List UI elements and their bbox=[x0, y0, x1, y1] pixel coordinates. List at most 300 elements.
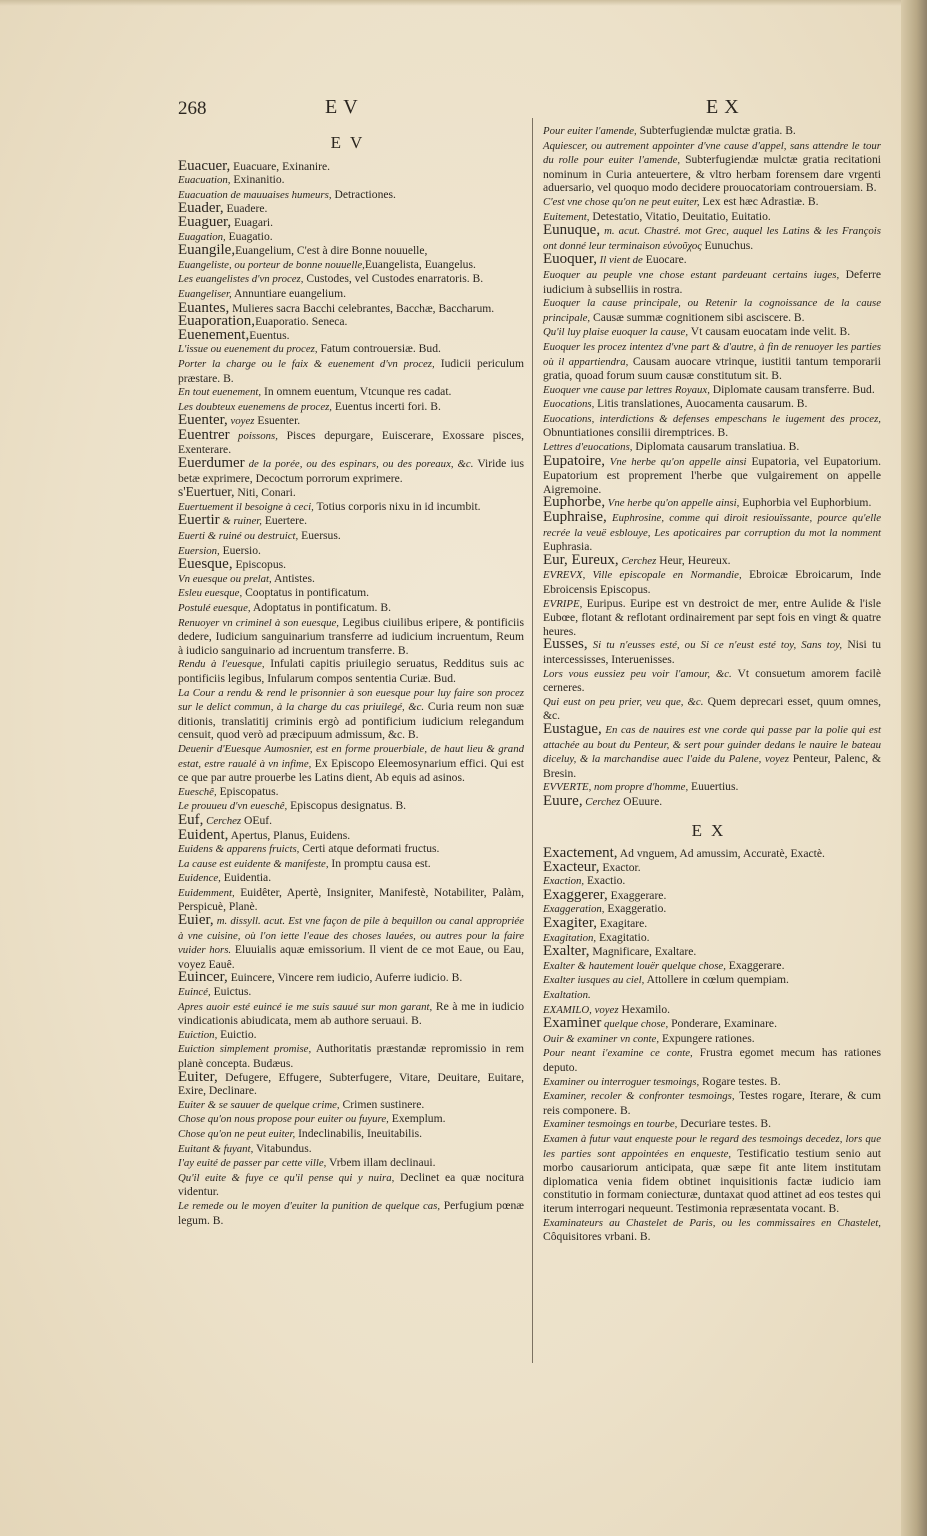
entry-latin: Totius corporis nixu in id incumbit. bbox=[313, 499, 481, 513]
entry-gloss: Euidence, bbox=[178, 872, 221, 885]
entry-gloss: Esleu euesque, bbox=[178, 587, 243, 600]
dictionary-entry bbox=[178, 400, 524, 415]
entry-head: Euader, bbox=[178, 200, 224, 217]
entry-gloss: Deuenir d'Euesque Aumosnier, est en forme prouerbiale, de haut lieu & grand estat, estre raualé à vn infime, bbox=[178, 742, 524, 770]
dictionary-entry bbox=[543, 296, 881, 325]
dictionary-entry bbox=[178, 616, 524, 658]
page-number: 268 bbox=[178, 98, 207, 119]
entry-gloss: Aquiescer, ou autrement appointer d'vne cause d'appel, sans attendre le tour du rolle pour euiter l'amende, bbox=[543, 139, 881, 167]
dictionary-entry bbox=[543, 511, 881, 554]
entry-gloss: Euiction simplement promise, bbox=[178, 1043, 312, 1056]
entry-latin: Deferre iudicium à subselliis in rostra. bbox=[543, 267, 882, 296]
entry-latin: Declinet ea quæ nocitura videntur. bbox=[178, 1170, 524, 1199]
entry-latin: Diplomate causam transferre. Bud. bbox=[709, 382, 875, 396]
entry-gloss: Vn euesque ou prelat, bbox=[178, 572, 272, 585]
entry-latin: Euersus. bbox=[298, 529, 341, 543]
dictionary-entry bbox=[178, 1068, 524, 1098]
entry-gloss: Euagation, bbox=[178, 230, 226, 243]
entry-head: Euaporation, bbox=[178, 313, 256, 330]
dictionary-entry bbox=[178, 1156, 524, 1171]
entry-latin: Lex est hæc Adrastiæ. B. bbox=[699, 194, 819, 208]
entry-gloss: Exaction, bbox=[543, 875, 585, 888]
entry-latin: Euidentia. bbox=[220, 871, 272, 885]
right-entry-list bbox=[543, 124, 881, 810]
dictionary-entry bbox=[543, 1089, 881, 1117]
entry-gloss: Vne herbe qu'on appelle ainsi bbox=[605, 455, 747, 468]
entry-gloss: Exalter & hautement louër quelque chose, bbox=[543, 959, 726, 972]
entry-head: Euphraise, bbox=[543, 509, 607, 526]
ex-entry-list bbox=[543, 847, 881, 1244]
entry-latin: Ex Episcopo Eleemosynarium effici. Qui est ce que par autre prouerbe les Latins dient, Ab equis ad asinos. bbox=[178, 756, 525, 785]
entry-latin: Rogare testes. B. bbox=[699, 1074, 781, 1088]
entry-latin: Niti, Conari. bbox=[234, 486, 296, 500]
dictionary-entry bbox=[178, 287, 524, 302]
entry-latin: Re à me in iudicio vindicationis abiudicata, mem ab authore seruaui. B. bbox=[178, 999, 524, 1028]
entry-head: Euoquer, bbox=[543, 251, 597, 268]
entry-latin: Euphorbia vel Euphorbium. bbox=[739, 496, 872, 510]
entry-latin: Certi atque deformati fructus. bbox=[299, 842, 440, 856]
dictionary-entry bbox=[178, 342, 524, 357]
entry-gloss: Cerchez bbox=[203, 814, 242, 827]
entry-gloss: poissons, bbox=[229, 429, 278, 442]
entry-head: Exagiter, bbox=[543, 915, 597, 932]
dictionary-entry bbox=[178, 514, 524, 529]
dictionary-entry bbox=[543, 452, 881, 497]
dictionary-entry bbox=[543, 568, 881, 596]
entry-gloss: EXAMILO, voyez bbox=[543, 1003, 619, 1016]
dictionary-entry bbox=[543, 1117, 881, 1132]
entry-head: Exaggerer, bbox=[543, 886, 608, 903]
entry-gloss: EVVERTE, nom propre d'homme, bbox=[543, 781, 689, 794]
entry-latin: Causæ summæ cognitionem sibi asciscere. B. bbox=[590, 310, 805, 324]
entry-gloss: L'issue ou euenement du procez, bbox=[178, 343, 318, 356]
entry-gloss: & ruiner, bbox=[219, 515, 262, 528]
entry-gloss: Euersion, bbox=[178, 544, 220, 557]
entry-gloss: Euidemment, bbox=[178, 886, 235, 899]
dictionary-entry bbox=[543, 1216, 881, 1244]
dictionary-entry bbox=[178, 1142, 524, 1157]
entry-latin: Exaggerare. bbox=[725, 958, 785, 972]
dictionary-entry bbox=[178, 826, 524, 843]
entry-latin: Viride ius betæ exprimere, Decoctum porrorum exprimere. bbox=[178, 457, 524, 485]
entry-head: Eunuque, bbox=[543, 222, 601, 239]
entry-gloss: Euoquer au peuple vne chose estant pardeuant certains iuges, bbox=[543, 268, 840, 281]
dictionary-entry bbox=[178, 173, 524, 188]
dictionary-entry bbox=[178, 157, 524, 174]
entry-head: Euacuer, bbox=[178, 157, 231, 174]
entry-latin: In omnem euentum, Vtcunque res cadat. bbox=[261, 385, 452, 399]
dictionary-entry bbox=[178, 1199, 524, 1227]
dictionary-entry bbox=[178, 886, 524, 914]
dictionary-entry bbox=[543, 1017, 881, 1032]
entry-latin: Infulati capitis priuilegio seruatus, Redditus suis ac pontificiis legibus, Infularum compos sententia Curiæ. Bud. bbox=[178, 657, 524, 685]
entry-latin: Fatum controuersiæ. Bud. bbox=[317, 342, 441, 356]
dictionary-entry bbox=[178, 272, 524, 287]
dictionary-entry bbox=[178, 357, 524, 385]
entry-head: Euertir bbox=[178, 512, 220, 529]
entry-gloss: Renuoyer vn criminel à son euesque, bbox=[178, 616, 340, 629]
entry-gloss: La cause est euidente & manifeste, bbox=[178, 857, 329, 870]
dictionary-entry bbox=[178, 799, 524, 814]
dictionary-entry bbox=[543, 195, 881, 210]
entry-head: Examiner bbox=[543, 1015, 602, 1032]
entry-latin: Exemplum. bbox=[388, 1112, 446, 1126]
dictionary-entry bbox=[178, 213, 524, 230]
dictionary-entry bbox=[543, 597, 881, 639]
entry-latin: Episcopus designatus. B. bbox=[287, 799, 407, 813]
dictionary-entry bbox=[178, 1098, 524, 1113]
page-edge-shadow bbox=[901, 0, 927, 1536]
entry-gloss: La Cour a rendu & rend le prisonnier à son euesque pour luy faire son procez sur le delict commun, à la charge du cas priuilegé, &c. bbox=[178, 686, 524, 714]
entry-gloss: EVRIPE, bbox=[543, 597, 583, 610]
dictionary-entry bbox=[543, 1132, 881, 1216]
dictionary-entry bbox=[543, 412, 881, 440]
dictionary-entry bbox=[178, 385, 524, 400]
entry-gloss: Euoquer les procez intentez d'vne part & d'autre, à fin de renuoyer les parties où il appartiendra, bbox=[543, 340, 881, 368]
entry-latin: Attollere in cœlum quempiam. bbox=[644, 973, 789, 987]
entry-gloss: Il vient de bbox=[596, 254, 643, 267]
entry-latin: Esuenter. bbox=[254, 414, 301, 428]
entry-latin: Exaggeratio. bbox=[604, 902, 667, 916]
entry-head: Euerdumer bbox=[178, 455, 245, 472]
entry-latin: Magnificare, Exaltare. bbox=[589, 945, 697, 959]
dictionary-entry bbox=[178, 426, 524, 457]
section-heading-ex: EX bbox=[691, 820, 733, 840]
dictionary-entry bbox=[178, 1171, 524, 1199]
entry-head: Exactement, bbox=[543, 845, 618, 862]
entry-latin: Euaporatio. Seneca. bbox=[255, 315, 348, 329]
entry-latin: Defugere, Effugere, Subterfugere, Vitare, Deuitare, Euitare, Exire, Declinare. bbox=[178, 1070, 524, 1098]
entry-latin: Euuertius. bbox=[688, 780, 739, 794]
entry-gloss: Euacuation de mauuaises humeurs, bbox=[178, 188, 332, 201]
dictionary-entry bbox=[543, 945, 881, 959]
dictionary-entry bbox=[543, 886, 881, 903]
dictionary-entry bbox=[543, 917, 881, 931]
entry-gloss: Examen à futur vaut enqueste pour le regard des tesmoings decedez, lors que les parties sont appointées en enqueste, bbox=[543, 1132, 881, 1160]
entry-head: Eupatoire, bbox=[543, 452, 606, 469]
dictionary-entry bbox=[543, 638, 881, 666]
left-column bbox=[178, 124, 524, 1227]
entry-latin: Eluuialis aquæ emissorium. Il vient de ce mot Eaue, ou Eau, voyez Eauê. bbox=[178, 943, 524, 971]
dictionary-entry bbox=[543, 720, 881, 780]
entry-latin: Euentus incerti fori. B. bbox=[332, 399, 441, 413]
dictionary-entry bbox=[178, 244, 524, 258]
entry-gloss: Eueschê, bbox=[178, 785, 217, 798]
entry-gloss: Euitant & fuyant, bbox=[178, 1142, 254, 1155]
entry-latin: Quem deprecari esset, quum omnes, &c. bbox=[543, 694, 881, 723]
entry-latin: Annuntiare euangelium. bbox=[231, 286, 346, 300]
entry-latin: Subterfugiendæ mulctæ gratia. B. bbox=[636, 124, 796, 137]
dictionary-entry bbox=[178, 785, 524, 800]
entry-latin: Frustra egomet mecum has rationes deputo. bbox=[543, 1046, 881, 1074]
entry-latin: Euacuare, Exinanire. bbox=[230, 159, 331, 173]
entry-head: Euure, bbox=[543, 792, 583, 809]
entry-latin: Euersio. bbox=[219, 543, 261, 557]
entry-gloss: Le remede ou le moyen d'euiter la punition de quelque cas, bbox=[178, 1199, 441, 1212]
entry-latin: Eupatoria, vel Eupatorium. Eupatorium est proprement l'herbe que vulgairement on appelle Aigremoine. bbox=[543, 454, 881, 496]
entry-latin: Iudicii periculum præstare. B. bbox=[178, 356, 524, 385]
entry-head: Euesque, bbox=[178, 556, 233, 573]
dictionary-entry bbox=[178, 601, 524, 616]
dictionary-entry bbox=[178, 1042, 524, 1070]
dictionary-entry bbox=[178, 572, 524, 587]
entry-latin: Legibus ciuilibus eripere, & pontificiis dedere, Iudicium sanguinarium transferre ad iudicium incruentum, Reum à iudicio sanguinario ad incruentum transferre. B. bbox=[178, 615, 525, 657]
entry-latin: Ponderare, Examinare. bbox=[668, 1017, 777, 1031]
entry-gloss: Apres auoir esté euincé ie me suis sauué sur mon garant, bbox=[178, 1000, 433, 1013]
entry-latin: Ebroicæ Ebroicarum, Inde Ebroicensis Episcopus. bbox=[543, 568, 881, 596]
dictionary-entry bbox=[178, 811, 524, 829]
dictionary-entry bbox=[178, 742, 524, 785]
entry-latin: Decuriare testes. B. bbox=[677, 1117, 772, 1131]
entry-gloss: Cerchez bbox=[582, 795, 621, 808]
entry-gloss: Ouir & examiner vn conte, bbox=[543, 1032, 660, 1045]
entry-latin: Exactio. bbox=[584, 874, 626, 888]
entry-latin: Cooptatus in pontificatum. bbox=[242, 586, 370, 600]
dictionary-entry bbox=[178, 485, 524, 500]
entry-latin: Testificatio testium senio aut morbo causariorum anticipata, quæ sæpe fit ante litem institutam diplomatica venia fidem obtinet inquisitionis factæ iudicio iam constitutio in formam coniecturæ, duntaxat quod attinet ad eos testes qui iterum interrogari nequeunt. Testimonia repræsentata vocant. B. bbox=[543, 1146, 881, 1215]
entry-latin: Ad vnguem, Ad amussim, Accuratè, Exactè. bbox=[617, 847, 825, 861]
entry-latin: Hexamilo. bbox=[618, 1002, 671, 1016]
entry-head: Euiter, bbox=[178, 1068, 218, 1085]
entry-latin: Episcopus. bbox=[232, 558, 287, 572]
dictionary-entry bbox=[543, 792, 881, 810]
dictionary-entry bbox=[543, 667, 881, 695]
entry-gloss: Porter la charge ou le faix & euenement d'vn procez, bbox=[178, 357, 435, 370]
entry-latin: Eunuchus. bbox=[701, 238, 754, 252]
entry-latin: Crimen sustinere. bbox=[339, 1097, 425, 1111]
dictionary-entry bbox=[543, 780, 881, 795]
entry-latin: Euagari. bbox=[231, 215, 273, 229]
dictionary-entry bbox=[178, 1112, 524, 1127]
dictionary-entry bbox=[543, 340, 881, 383]
entry-gloss: m. acut. Chastré. mot Grec, auquel les Latins & les François ont donné leur terminaison εὐνοῦχος bbox=[543, 225, 881, 252]
entry-latin: Vt consuetum amorem facilè cerneres. bbox=[543, 666, 881, 695]
entry-latin: Diplomata causarum translatiua. B. bbox=[632, 440, 800, 454]
entry-latin: Obnuntiationes consilii diremptrices. B. bbox=[543, 426, 729, 440]
entry-gloss: Examinateurs au Chastelet de Paris, ou les commissaires en Chastelet, bbox=[543, 1216, 881, 1229]
entry-latin: Authoritatis præstandæ repromissio in rem planè concepta. Budæus. bbox=[178, 1042, 524, 1070]
entry-latin: Perfugium pœnæ legum. B. bbox=[178, 1198, 524, 1227]
dictionary-entry bbox=[178, 842, 524, 857]
dictionary-entry bbox=[543, 931, 881, 946]
entry-latin: Euangelista, Euangelus. bbox=[364, 257, 476, 271]
dictionary-entry bbox=[543, 139, 881, 195]
entry-latin: OEuure. bbox=[620, 794, 663, 808]
entry-latin: Euagatio. bbox=[225, 229, 273, 243]
entry-head: Eusses, bbox=[543, 636, 588, 653]
dictionary-entry bbox=[178, 1028, 524, 1043]
entry-gloss: Euocations, bbox=[543, 398, 595, 411]
entry-latin: Indeclinabilis, Ineuitabilis. bbox=[295, 1126, 423, 1140]
entry-gloss: de la porée, ou des espinars, ou des poreaux, &c. bbox=[244, 458, 474, 471]
entry-latin: Euertere. bbox=[261, 514, 308, 528]
entry-gloss: Vne herbe qu'on appelle ainsi, bbox=[605, 497, 740, 510]
entry-gloss: Cerchez bbox=[618, 554, 657, 567]
entry-head: Eur, Eureux, bbox=[543, 551, 619, 568]
entry-head: Eustague, bbox=[543, 720, 602, 737]
entry-latin: Exaggerare. bbox=[607, 888, 667, 902]
entry-gloss: Euiter & se sauuer de quelque crime, bbox=[178, 1098, 340, 1111]
running-head-right: EX bbox=[706, 96, 745, 118]
entry-gloss: Le prouueu d'vn eueschê, bbox=[178, 800, 288, 813]
dictionary-entry bbox=[178, 529, 524, 544]
entry-gloss: Euitement, bbox=[543, 210, 590, 223]
dictionary-entry bbox=[543, 988, 881, 1003]
dictionary-entry bbox=[178, 500, 524, 515]
right-column bbox=[543, 124, 881, 1244]
entry-gloss: Pour neant i'examine ce conte, bbox=[543, 1047, 693, 1060]
entry-gloss: voyez bbox=[227, 415, 255, 428]
entry-head: Euenter, bbox=[178, 412, 228, 429]
entry-latin: Euphrasia. bbox=[543, 540, 593, 554]
entry-head: Euphorbe, bbox=[543, 494, 606, 511]
page-top-shadow bbox=[0, 0, 927, 6]
entry-gloss: Euerti & ruiné ou destruict, bbox=[178, 530, 299, 543]
entry-latin: Exinanitio. bbox=[230, 173, 285, 187]
dictionary-entry bbox=[543, 973, 881, 988]
entry-latin: Nisi tu intercessisses, Interuenisses. bbox=[543, 638, 881, 666]
entry-latin: Euangelium, C'est à dire Bonne nouuelle, bbox=[235, 244, 428, 258]
entry-latin: Heur, Heureux. bbox=[656, 553, 731, 567]
entry-latin: Testes rogare, Iterare, & cum reis componere. B. bbox=[543, 1089, 881, 1117]
entry-head: Exalter, bbox=[543, 943, 590, 960]
entry-gloss: Exalter iusques au ciel, bbox=[543, 974, 645, 987]
entry-gloss: Pour euiter l'amende, bbox=[543, 125, 637, 137]
dictionary-entry bbox=[178, 871, 524, 886]
entry-latin: Euentus. bbox=[249, 328, 290, 342]
dictionary-entry bbox=[543, 695, 881, 723]
entry-latin: Expungere rationes. bbox=[659, 1031, 755, 1045]
entry-latin: Euidêter, Apertè, Insigniter, Manifestè, Notabiliter, Palàm, Perspicuè, Planè. bbox=[178, 885, 524, 914]
entry-latin: Litis translationes, Auocamenta causarum. B. bbox=[594, 397, 808, 411]
entry-gloss: Chose qu'on nous propose pour euiter ou fuyure, bbox=[178, 1113, 389, 1126]
entry-latin: Mulieres sacra Bacchi celebrantes, Bacchæ, Baccharum. bbox=[229, 301, 495, 315]
entry-latin: Detestatio, Vitatio, Deuitatio, Euitatio. bbox=[589, 209, 771, 223]
entry-latin: Detractiones. bbox=[331, 187, 396, 201]
dictionary-entry bbox=[178, 971, 524, 985]
entry-latin: Apertus, Planus, Euidens. bbox=[228, 828, 351, 842]
entry-head: Euenement, bbox=[178, 326, 250, 343]
dictionary-entry bbox=[543, 124, 881, 139]
entry-gloss: Exaltation. bbox=[543, 989, 591, 1002]
entry-latin: Euocare. bbox=[642, 253, 687, 267]
entry-gloss: Les euangelistes d'vn procez, bbox=[178, 273, 304, 286]
entry-latin: Custodes, vel Custodes enarratoris. B. bbox=[303, 272, 484, 286]
running-head-left: EV bbox=[325, 96, 364, 118]
entry-gloss: Exaggeration, bbox=[543, 903, 605, 916]
entry-latin: Euadere. bbox=[223, 202, 268, 216]
entry-head: Euincer, bbox=[178, 969, 228, 986]
entry-gloss: quelque chose, bbox=[601, 1018, 669, 1031]
entry-latin: Vt causam euocatam inde velit. B. bbox=[688, 325, 851, 339]
entry-gloss: En tout euenement, bbox=[178, 386, 262, 399]
dictionary-entry bbox=[178, 657, 524, 685]
dictionary-entry bbox=[178, 188, 524, 203]
entry-latin: Exagitare. bbox=[596, 917, 648, 931]
entry-gloss: EVREVX, Ville episcopale en Normandie, bbox=[543, 569, 742, 582]
dictionary-entry bbox=[543, 1046, 881, 1074]
dictionary-entry bbox=[178, 326, 524, 343]
dictionary-entry bbox=[543, 959, 881, 974]
entry-gloss: Euangeliser, bbox=[178, 287, 232, 300]
entry-head: Euaguer, bbox=[178, 213, 232, 230]
entry-head: Euident, bbox=[178, 826, 229, 843]
dictionary-entry bbox=[178, 558, 524, 572]
entry-gloss: Euoquer vne cause par lettres Royaux, bbox=[543, 383, 710, 396]
entry-gloss: Euidens & apparens fruicts, bbox=[178, 843, 300, 856]
entry-gloss: Euiction, bbox=[178, 1028, 218, 1041]
dictionary-entry bbox=[543, 1032, 881, 1047]
entry-gloss: Euoquer la cause principale, ou Retenir la cognoissance de la cause principale, bbox=[543, 297, 881, 324]
entry-latin: Adoptatus in pontificatum. B. bbox=[250, 601, 391, 614]
entry-latin: In promptu causa est. bbox=[328, 856, 431, 870]
dictionary-entry bbox=[543, 224, 881, 253]
entry-latin: Episcopatus. bbox=[216, 784, 279, 798]
dictionary-entry bbox=[543, 325, 881, 340]
entry-gloss: I'ay euité de passer par cette ville, bbox=[178, 1157, 327, 1170]
dictionary-entry bbox=[178, 686, 524, 742]
dictionary-entry bbox=[178, 857, 524, 872]
entry-latin: Exactor. bbox=[599, 860, 641, 874]
entry-head: s'Euertuer, bbox=[178, 484, 235, 500]
column-rule bbox=[532, 118, 533, 1363]
entry-latin: Pisces depurgare, Euiscerare, Exossare pisces, Exenterare. bbox=[178, 428, 524, 457]
entry-head: Euentrer bbox=[178, 426, 230, 443]
left-entry-list bbox=[178, 157, 525, 1228]
entry-gloss: Euertuement il besoigne à ceci, bbox=[178, 500, 314, 513]
entry-latin: OEuf. bbox=[241, 813, 273, 827]
dictionary-entry bbox=[178, 457, 524, 485]
entry-gloss: Qu'il euite & fuye ce qu'il pense qui y nuira, bbox=[178, 1171, 395, 1184]
entry-latin: Euictus. bbox=[210, 985, 252, 999]
entry-head: Euantes, bbox=[178, 299, 230, 316]
entry-gloss: Euphrosine, comme qui diroit resiouïssante, pource qu'elle recrée la veuë esblouye, Les apoticaires par corruption du mot la nomment bbox=[543, 512, 881, 539]
dictionary-entry bbox=[178, 1000, 524, 1028]
dictionary-entry bbox=[543, 858, 881, 875]
entry-latin: Euripus. Euripe est vn destroict de mer, entre Aulide & l'isle Eubœe, flotant & reflotant ordinairement par sept fois en vingt & quatre heures. bbox=[543, 596, 881, 638]
dictionary-entry bbox=[543, 253, 881, 268]
entry-latin: Curia reum non suæ ditionis, translatitij criminis ergò ad pontificium iudicium relegandum censuit, quod verò ad præcipuum admissum, &c. B. bbox=[178, 700, 524, 742]
entry-latin: Euincere, Vincere rem iudicio, Auferre iudicio. B. bbox=[227, 971, 463, 985]
entry-gloss: Lors vous eussiez peu voir l'amour, &c. bbox=[543, 667, 732, 680]
entry-latin: Côquisitores vrbani. B. bbox=[543, 1230, 651, 1244]
entry-head: Euf, bbox=[178, 811, 204, 828]
entry-latin: Causam auocare vtrinque, iustitii tantum temporarii gratia, quoad forum suum causæ constitutum sit. B. bbox=[543, 354, 881, 383]
entry-gloss: En cas de nauires est vne corde qui passe par la polie qui est attachée au bout du Penteur, & sert pour guinder dedans le nauire le bateau diceluy, & la marchandise auec l'aide du Palene, voyez bbox=[543, 723, 881, 766]
dictionary-entry bbox=[543, 268, 881, 296]
entry-gloss: Rendu à l'euesque, bbox=[178, 658, 265, 671]
dictionary-entry bbox=[543, 1075, 881, 1090]
entry-latin: Vrbem illam declinaui. bbox=[326, 1156, 436, 1170]
entry-latin: Subterfugiendæ mulctæ gratia recitationi nominum in Curia anteuertere, & vltro herbam forensem dare vrgenti aduersario, vel quoquo modo decidere prouocatoriam controuersiam. B. bbox=[543, 153, 881, 195]
dictionary-entry bbox=[543, 397, 881, 412]
entry-gloss: Lettres d'euocations, bbox=[543, 441, 633, 454]
entry-gloss: Examiner, recoler & confronter tesmoings, bbox=[543, 1090, 735, 1103]
entry-gloss: Postulé euesque, bbox=[178, 602, 251, 614]
entry-gloss: C'est vne chose qu'on ne peut euiter, bbox=[543, 195, 700, 208]
entry-gloss: Euacuation, bbox=[178, 174, 231, 187]
entry-gloss: Euincé, bbox=[178, 986, 211, 999]
entry-gloss: Si tu n'eusses esté, ou Si ce n'eust esté toy, Sans toy, bbox=[587, 639, 843, 652]
entry-gloss: Euocations, interdictions & defenses empeschans le iugement des procez, bbox=[543, 412, 881, 425]
entry-gloss: Examiner ou interroguer tesmoings, bbox=[543, 1075, 700, 1088]
entry-head: Euier, bbox=[178, 912, 214, 929]
running-head bbox=[178, 96, 878, 126]
entry-latin: Exagitatio. bbox=[596, 930, 650, 944]
entry-gloss: m. dissyll. acut. Est vne façon de pile à bequillon ou canal appropriée à vne cuisine, où l'on iette l'eaue des choses lauées, ou autres pour la faire vuider hors. bbox=[178, 915, 524, 957]
entry-latin: Penteur, Palenc, & Bresin. bbox=[543, 752, 881, 780]
entry-latin: Vitabundus. bbox=[253, 1141, 312, 1155]
